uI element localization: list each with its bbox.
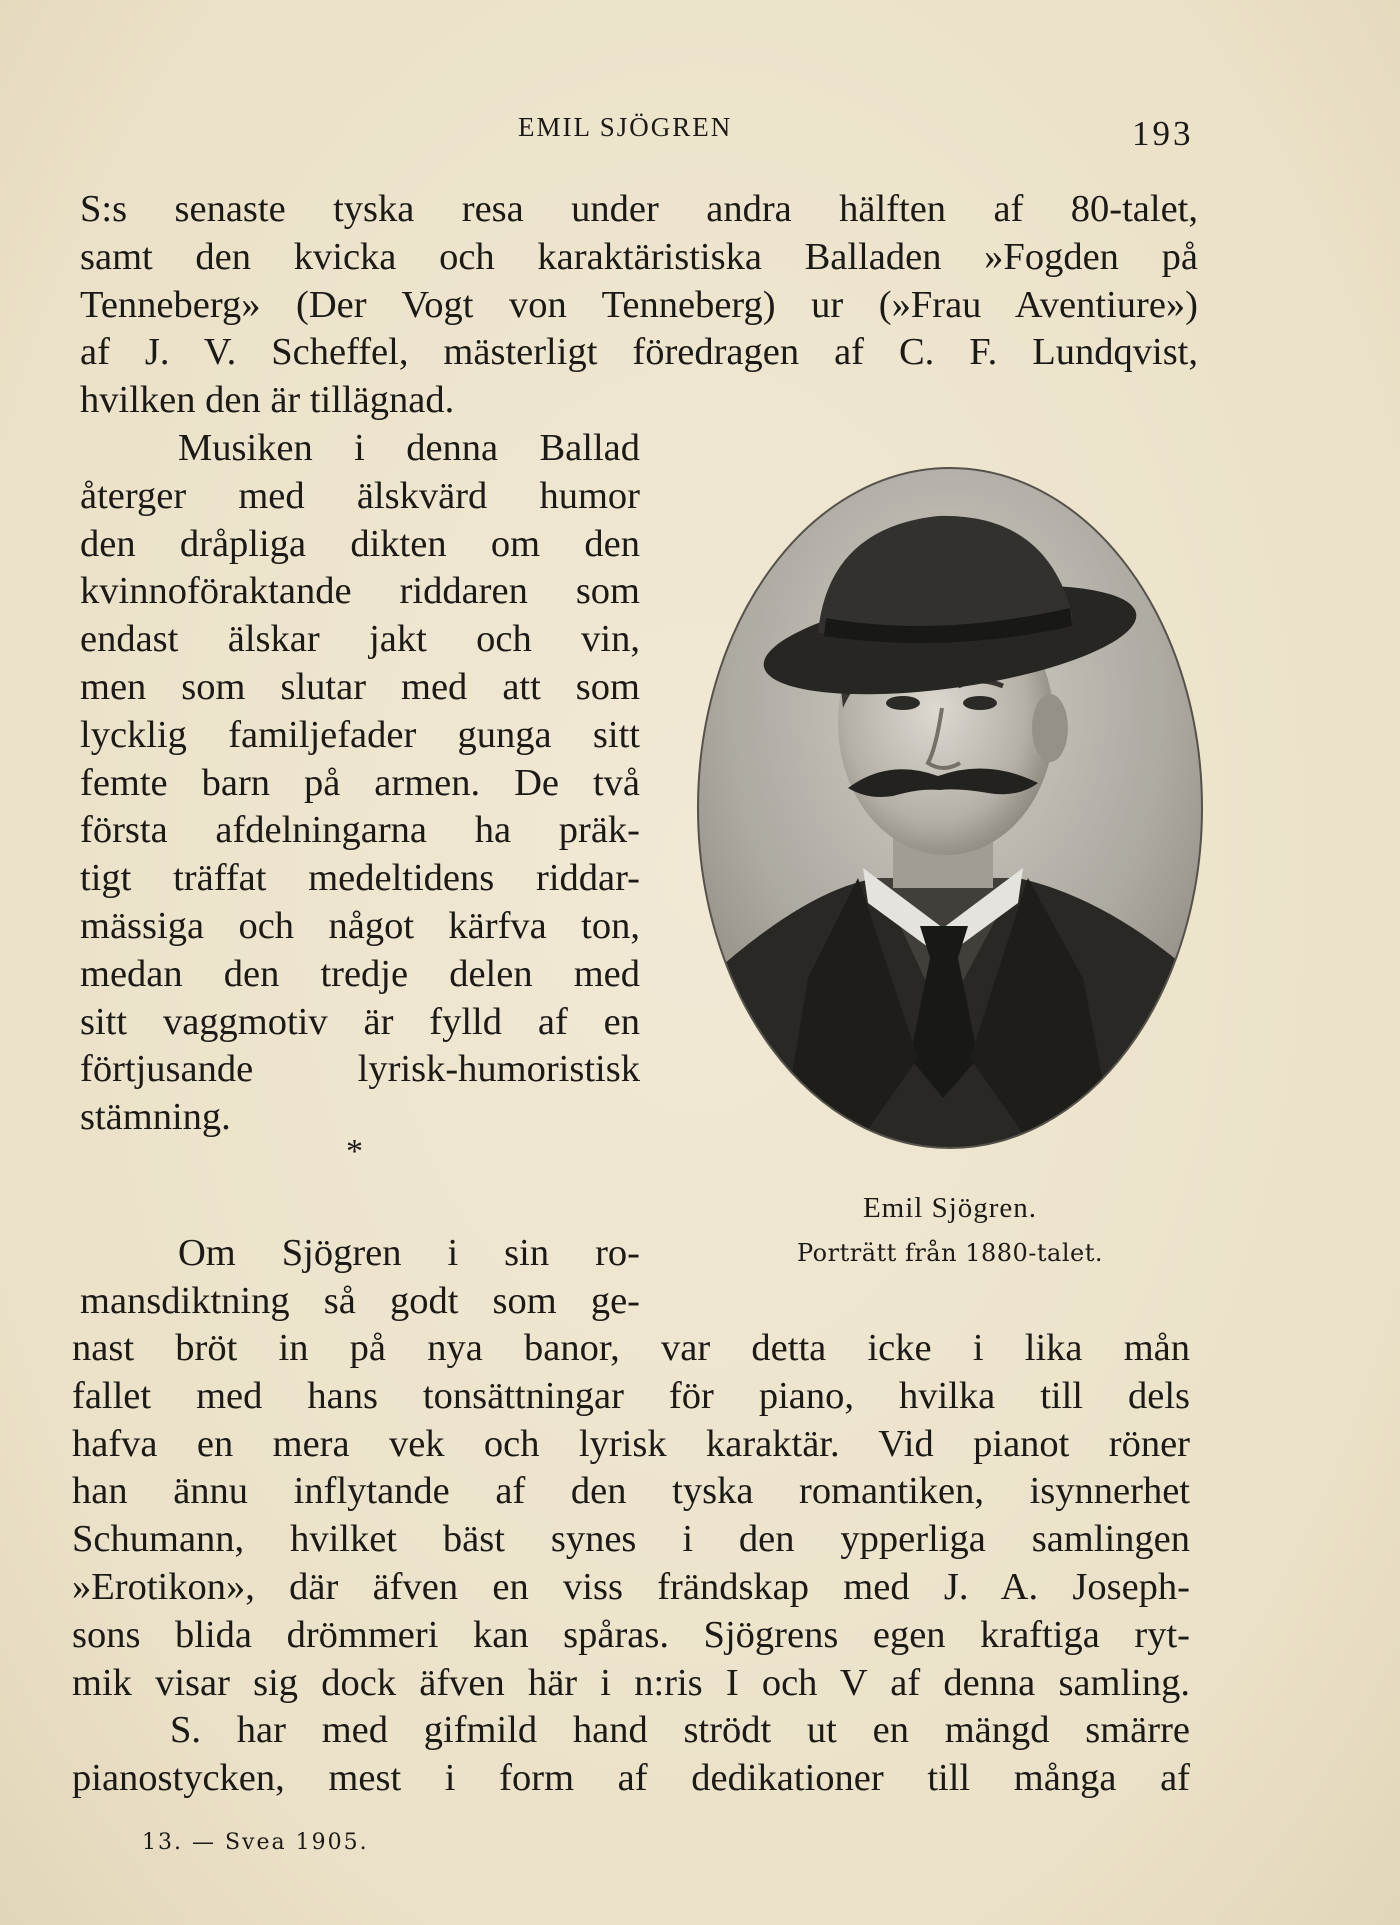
text-line: S:s senaste tyska resa under andra hälften af 80-talet, [80,188,1198,230]
text-line: Musiken i denna Ballad [178,427,640,469]
figure-caption-name: Emil Sjögren. [862,1192,1038,1224]
text-line: Tenneberg» (Der Vogt von Tenneberg) ur (»Frau Aventiure») [80,283,1198,326]
text-line: pianostycken, mest i form af dedikationer till många af [72,1757,1190,1800]
page-number: 193 [1132,114,1194,153]
text-line: lycklig familjefader gunga sitt [80,713,640,756]
text-line: medan den tredje delen med [80,952,640,995]
footer-signature: 13. — Svea 1905. [142,1830,369,1855]
text-line: S. har med gifmild hand strödt ut en mängd smärre [170,1709,1190,1752]
text-line: Om Sjögren i sin ro- [178,1232,640,1274]
ballad-paragraph [80,425,640,1142]
text-line: men som slutar med att som [80,665,640,708]
text-line: tigt träffat medeltidens riddar- [80,857,640,900]
text-line: mässiga och något kärfva ton, [80,904,640,947]
portrait-figure [688,458,1208,1158]
text-line: mik visar sig dock äfven här i n:ris I och V af denna samling. [72,1661,1190,1704]
text-line: kvinnoföraktande riddaren som [80,570,640,613]
running-head [0,112,1400,152]
text-line: sons blida drömmeri kan spåras. Sjögrens egen kraftiga ryt- [72,1613,1190,1656]
piano-paragraph-start [80,1230,640,1326]
portrait-image [688,458,1208,1158]
figure-caption-subtitle: Porträtt från 1880-talet. [797,1239,1103,1267]
text-line: Schumann, hvilket bäst synes i den ypperliga samlingen [72,1518,1190,1561]
text-line: af J. V. Scheffel, mästerligt föredragen af C. F. Lundqvist, [80,331,1198,374]
running-title: EMIL SJÖGREN [518,112,733,142]
text-line: »Erotikon», där äfven en viss frändskap med J. A. Joseph- [72,1565,1190,1608]
text-line: endast älskar jakt och vin, [80,618,640,661]
text-line: förtjusande lyrisk-humoristisk [80,1048,640,1091]
text-line: första afdelningarna ha präk- [80,809,640,852]
text-line: han ännu inflytande af den tyska romantiken, isynnerhet [72,1470,1190,1513]
text-line: samt den kvicka och karaktäristiska Balladen »Fogden på [80,235,1198,278]
piano-paragraph [72,1325,1190,1803]
intro-paragraph [80,186,1198,425]
text-line: den dråpliga dikten om den [80,522,640,565]
text-line: återger med älskvärd humor [80,474,640,517]
text-line: hafva en mera vek och lyrisk karaktär. Vid pianot röner [72,1422,1190,1465]
text-line: mansdiktning så godt som ge- [80,1279,640,1322]
text-line: nast bröt in på nya banor, var detta icke i lika mån [72,1327,1190,1369]
text-line: sitt vaggmotiv är fylld af en [80,1000,640,1043]
text-line: stämning. [80,1096,231,1139]
text-line: femte barn på armen. De två [80,761,640,804]
text-line: hvilken den är tillägnad. [80,379,455,422]
section-separator: * [346,1133,363,1170]
text-line: fallet med hans tonsättningar för piano, hvilka till dels [72,1374,1190,1417]
